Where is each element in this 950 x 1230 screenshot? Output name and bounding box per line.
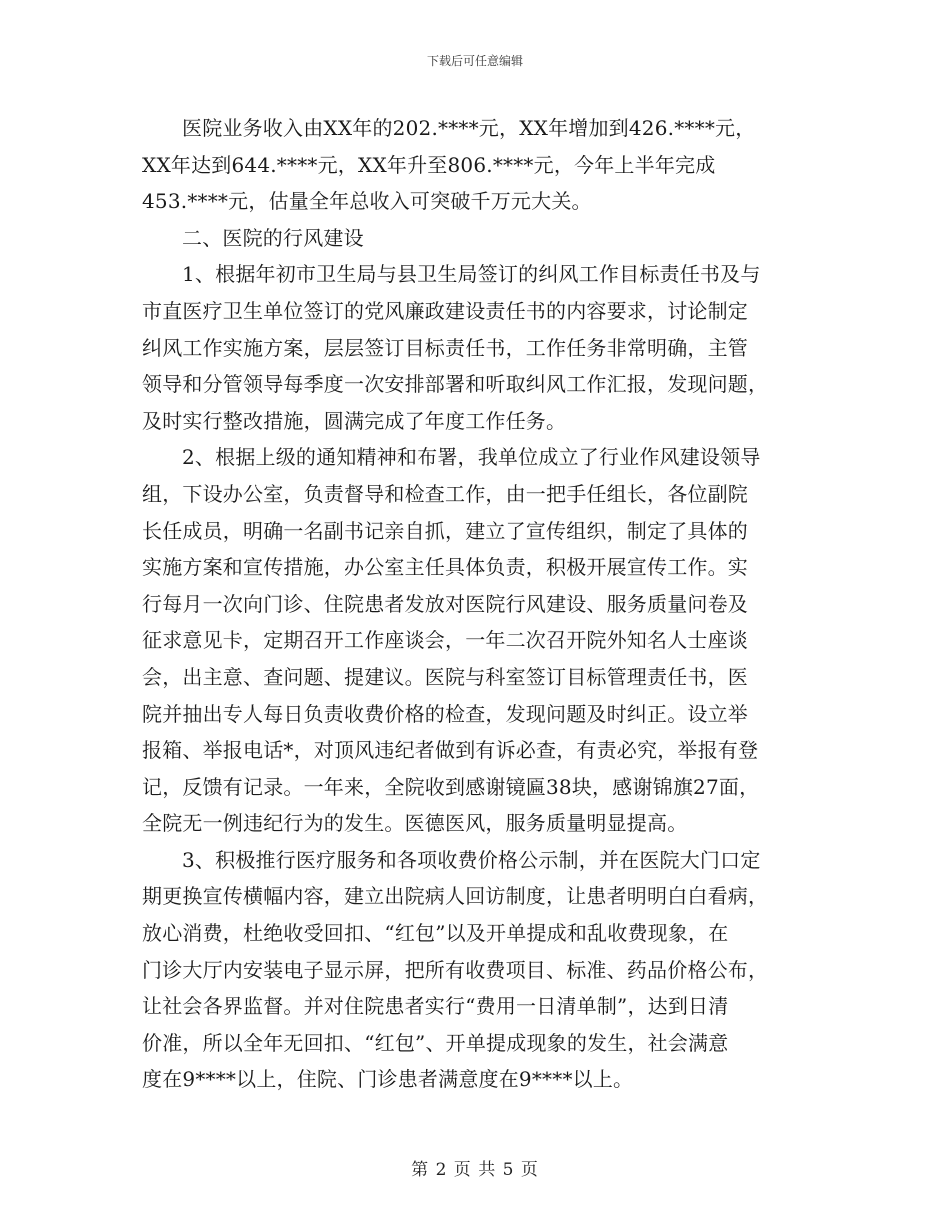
text-line: 院并抽出专人每日负责收费价格的检查，发现问题及时纠正。设立举 <box>142 701 748 726</box>
text-line: 及时实行整改措施，圆满完成了年度工作任务。 <box>142 408 567 433</box>
text-line: 453.****元，估量全年总收入可突破千万元大关。 <box>142 189 592 214</box>
text-line: 门诊大厅内安装电子显示屏，把所有收费项目、标准、药品价格公布， <box>142 957 769 982</box>
text-line: 行每月一次向门诊、住院患者发放对医院行风建设、服务质量问卷及 <box>142 591 748 616</box>
body-paragraph <box>142 256 810 439</box>
text-line: 3、积极推行医疗服务和各项收费价格公示制，并在医院大门口定 <box>182 847 761 872</box>
text-line: XX年达到644.****元，XX年升至806.****元，今年上半年完成 <box>142 152 716 177</box>
page-header: 下载后可任意编辑 <box>426 54 523 68</box>
text-line: 价准，所以全年无回扣、“红包”、开单提成现象的发生，社会满意 <box>142 1030 729 1055</box>
text-line: 全院无一例违纪行为的发生。医德医风，服务质量明显提高。 <box>142 811 688 836</box>
text-line: 会，出主意、查问题、提建议。医院与科室签订目标管理责任书，医 <box>142 664 748 689</box>
text-line: 1、根据年初市卫生局与县卫生局签订的纠风工作目标责任书及与 <box>182 262 761 287</box>
text-line: 让社会各界监督。并对住院患者实行“费用一日清单制”，达到日清 <box>142 994 729 1019</box>
text-line: 长任成员，明确一名副书记亲自抓，建立了宣传组织，制定了具体的 <box>142 518 748 543</box>
text-line: 领导和分管领导每季度一次安排部署和听取纠风工作汇报，发现问题， <box>142 372 769 397</box>
text-line: 度在9****以上，住院、门诊患者满意度在9****以上。 <box>142 1067 634 1092</box>
text-line: 2、根据上级的通知精神和布署，我单位成立了行业作风建设领导 <box>182 445 761 470</box>
text-line: 医院业务收入由XX年的202.****元，XX年增加到426.****元， <box>182 116 756 140</box>
body-paragraph <box>142 110 810 220</box>
text-line: 征求意见卡，定期召开工作座谈会，一年二次召开院外知名人士座谈 <box>142 628 748 653</box>
text-line: 纠风工作实施方案，层层签订目标责任书，工作任务非常明确，主管 <box>142 335 748 360</box>
body-paragraph <box>142 439 810 842</box>
text-line: 报箱、举报电话*，对顶风违纪者做到有诉必查，有责必究，举报有登 <box>142 738 759 763</box>
text-line: 实施方案和宣传措施，办公室主任具体负责，积极开展宣传工作。实 <box>142 555 748 580</box>
text-line: 期更换宣传横幅内容，建立出院病人回访制度，让患者明明白白看病， <box>142 884 769 909</box>
section-heading <box>142 220 810 257</box>
document-body <box>142 110 810 1098</box>
text-line: 记，反馈有记录。一年来，全院收到感谢镜匾38块，感谢锦旗27面， <box>142 774 760 799</box>
text-line: 放心消费，杜绝收受回扣、“红包”以及开单提成和乱收费现象，在 <box>142 921 729 946</box>
text-line: 市直医疗卫生单位签订的党风廉政建设责任书的内容要求，讨论制定 <box>142 298 748 323</box>
body-paragraph <box>142 842 810 1098</box>
text-line: 组，下设办公室，负责督导和检查工作，由一把手任组长，各位副院 <box>142 481 748 506</box>
text-line: 二、医院的行风建设 <box>182 225 364 250</box>
page-footer: 第 2 页 共 5 页 <box>411 1160 539 1180</box>
